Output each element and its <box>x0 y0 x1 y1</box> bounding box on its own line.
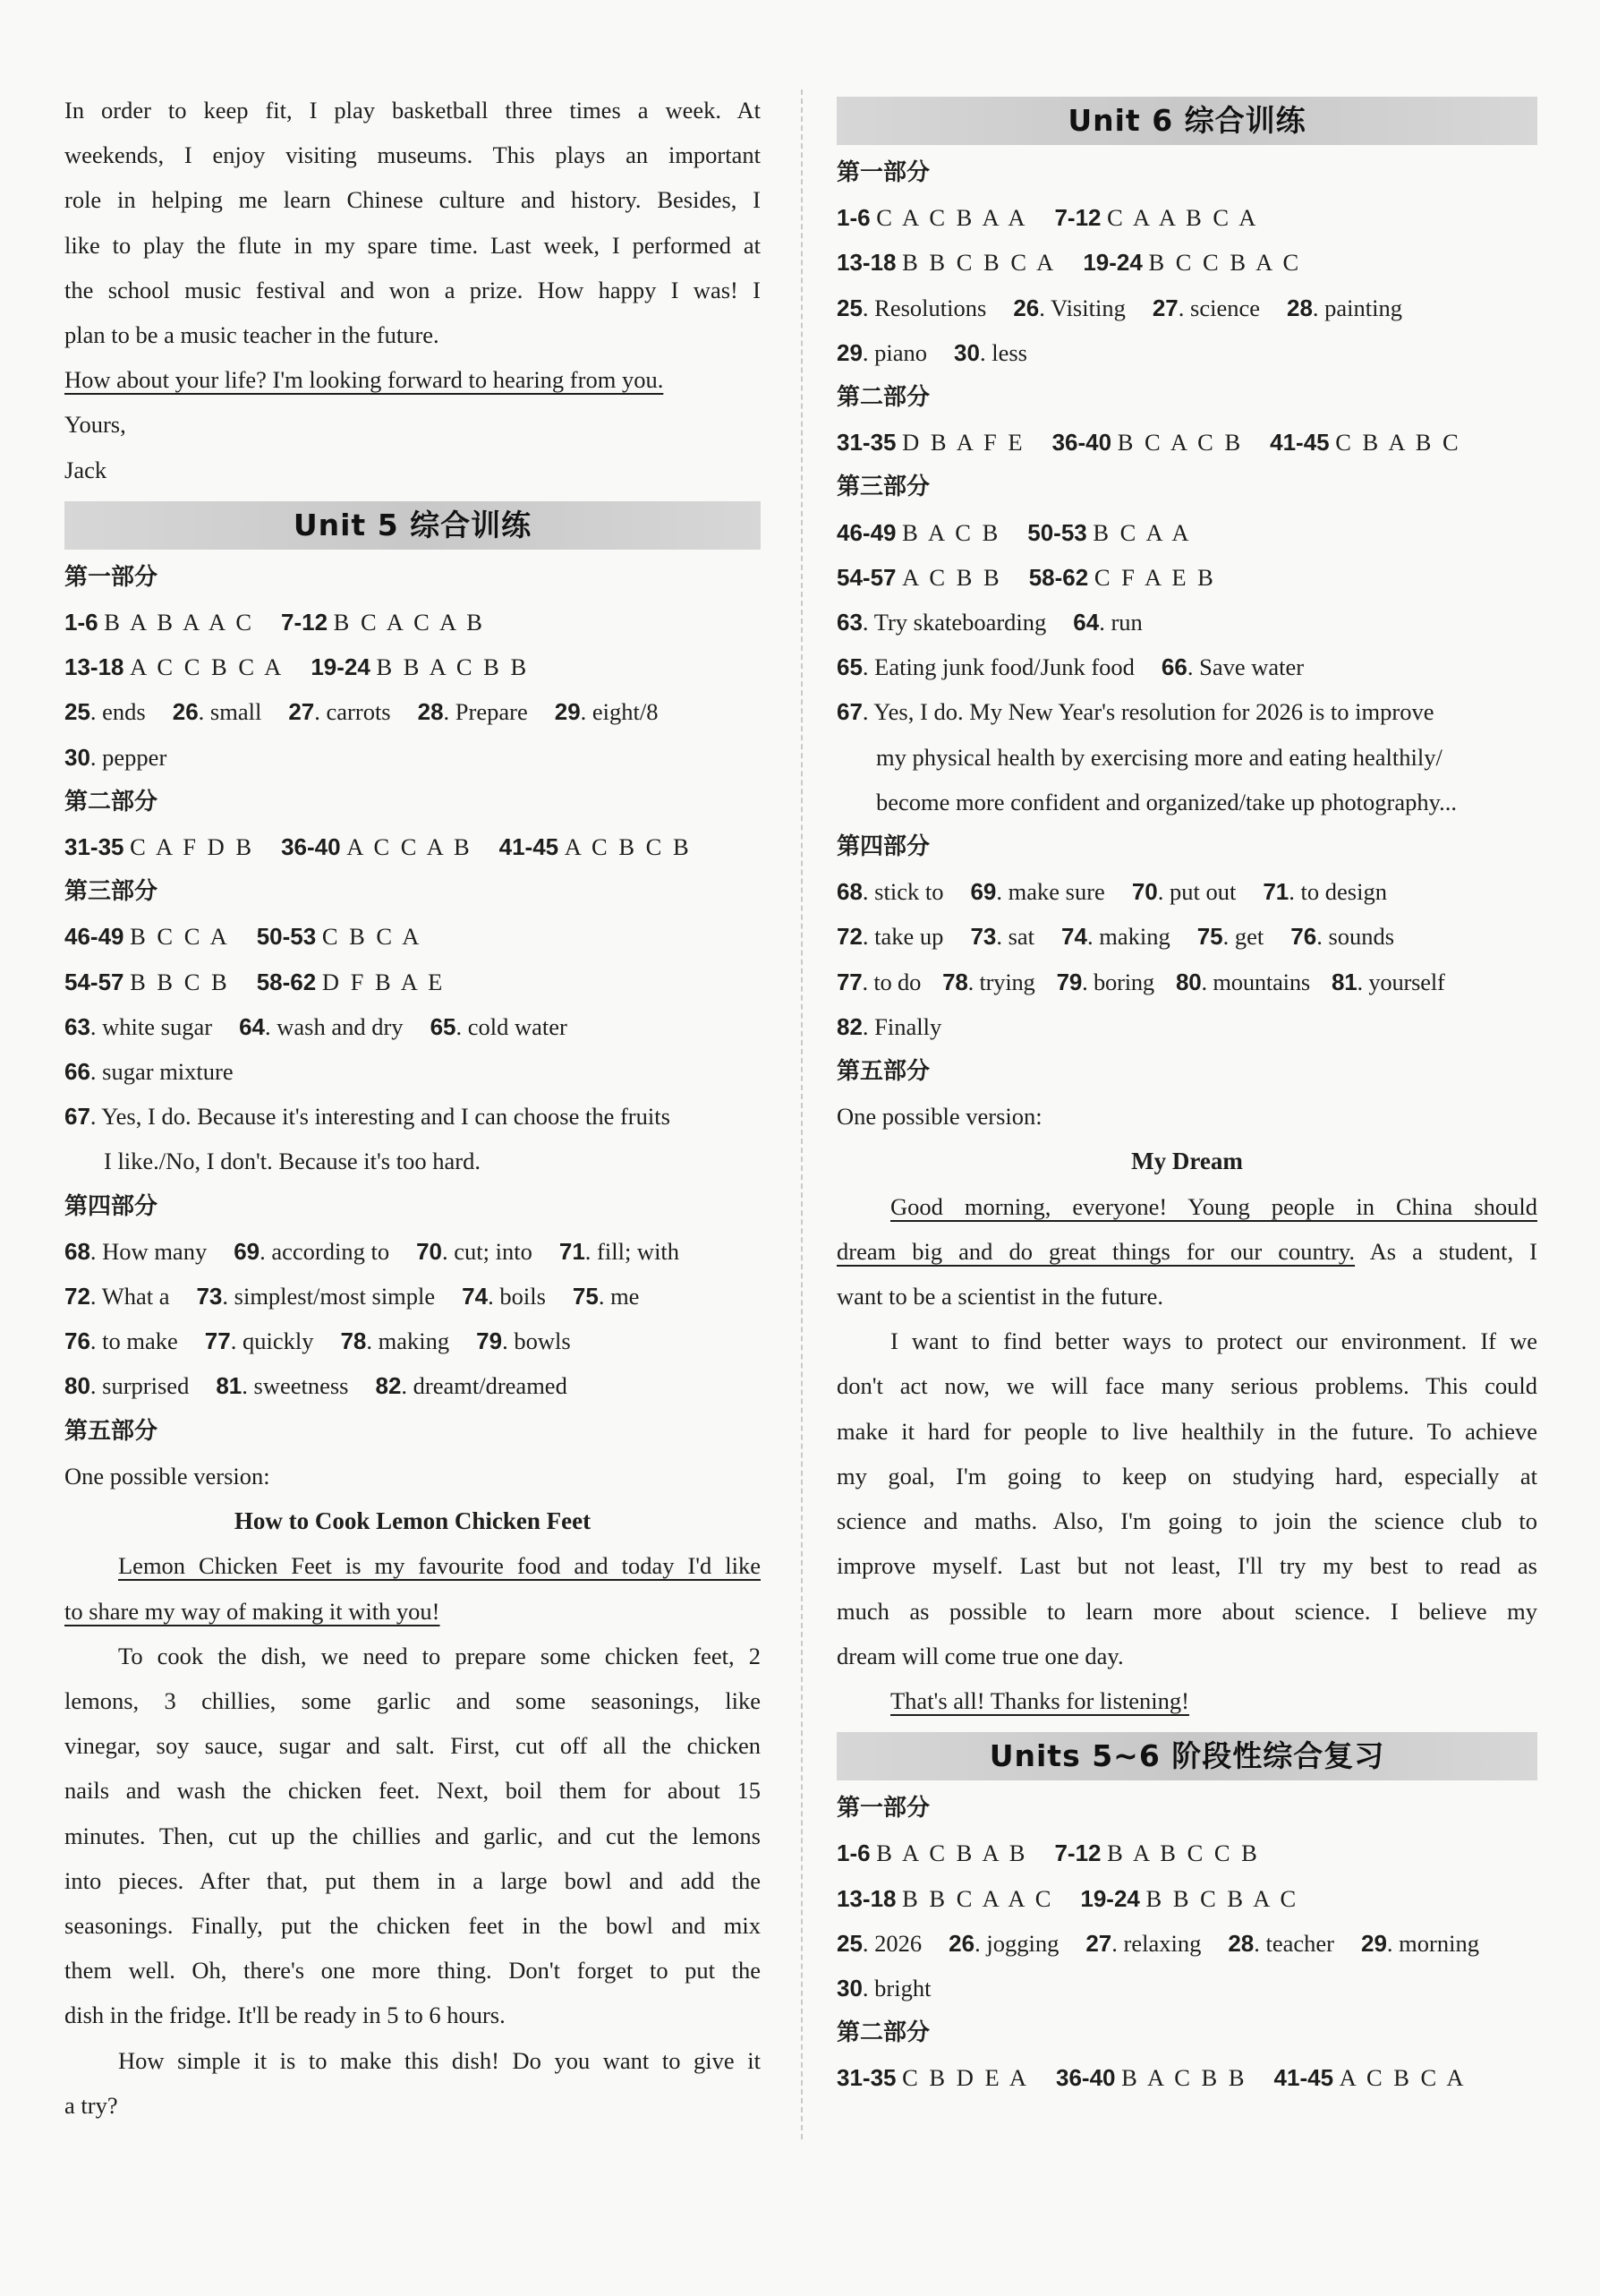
question-range: 31-35 <box>837 2064 897 2092</box>
answer-letters: A C B C A <box>1339 2064 1467 2092</box>
question-number: 28 <box>1287 294 1313 321</box>
question-number: 63 <box>64 1012 90 1040</box>
question-number: 28 <box>1228 1929 1255 1957</box>
essay-line: into pieces. After that, put them in a large bowl and add the <box>64 1866 761 1894</box>
answer-row <box>837 240 1537 285</box>
answer-letters: B C C B A C <box>1148 249 1302 277</box>
question-number: 26 <box>172 698 199 726</box>
answer-letters: C A F D B <box>130 833 255 861</box>
answer-letters: B B A C B B <box>376 653 530 681</box>
essay-opening: dream big and do great things for our country. <box>837 1237 1356 1265</box>
answer-row <box>837 286 1537 330</box>
essay-line: To cook the dish, we need to prepare some chicken feet, 2 <box>118 1642 761 1669</box>
question-number: 66 <box>64 1058 90 1086</box>
question-number: 27 <box>288 698 315 726</box>
question-number: 67 <box>64 1103 90 1131</box>
essay-line: don't act now, we will face many serious problems. This could <box>837 1372 1537 1400</box>
question-number: 72 <box>837 923 863 951</box>
letter-signature: Jack <box>64 456 107 483</box>
answer-text: . white sugar <box>89 1012 213 1040</box>
unit5-banner: Unit 5 综合训练 <box>64 501 761 550</box>
question-number: 30 <box>954 338 980 366</box>
answer-text: . cold water <box>455 1012 567 1040</box>
units5-6-review-banner: Units 5~6 阶段性综合复习 <box>837 1732 1537 1780</box>
answer-row <box>837 1831 1537 1875</box>
section-heading: 第五部分 <box>64 1417 158 1445</box>
question-number: 65 <box>430 1012 456 1040</box>
question-number: 69 <box>234 1237 260 1265</box>
answer-row <box>837 195 1537 240</box>
answer-text: . take up <box>862 923 944 951</box>
essay-line: dream will come true one day. <box>837 1642 1124 1669</box>
answer-text: . dreamt/dreamed <box>401 1372 567 1400</box>
question-number: 68 <box>64 1237 90 1265</box>
essay-ending: That's all! Thanks for listening! <box>890 1686 1189 1714</box>
question-number: 80 <box>1175 968 1202 995</box>
question-range: 41-45 <box>1270 429 1330 457</box>
answer-row <box>837 1966 1537 2010</box>
question-range: 36-40 <box>1051 429 1112 457</box>
section-heading: 第二部分 <box>64 788 158 815</box>
question-number: 79 <box>1056 968 1083 995</box>
question-number: 27 <box>1152 294 1179 321</box>
answer-letters: B A B C C B <box>1107 1839 1260 1867</box>
question-number: 29 <box>837 338 863 366</box>
essay-opening: to share my way of making it with you! <box>64 1597 440 1625</box>
answer-text: . to make <box>89 1327 178 1355</box>
answer-row <box>837 510 1537 555</box>
answer-text: . wash and dry <box>265 1012 404 1040</box>
answer-text: . Yes, I do. My New Year's resolution for 2026 is to improve <box>862 698 1434 726</box>
answer-text: . boils <box>488 1283 546 1310</box>
question-range: 1-6 <box>837 204 871 232</box>
answer-letters: B A C B B <box>1121 2064 1247 2092</box>
answer-text: . What a <box>89 1283 170 1310</box>
question-number: 64 <box>1073 609 1100 636</box>
answer-text: . simplest/most simple <box>222 1283 436 1310</box>
letter-line: like to play the flute in my spare time. Last week, I performed at <box>64 231 761 259</box>
answer-text: . make sure <box>996 878 1105 906</box>
question-number: 73 <box>970 923 997 951</box>
essay-line: nails and wash the chicken feet. Next, boil them for about 15 <box>64 1777 761 1805</box>
answer-letters: B B C A A C <box>902 1884 1054 1912</box>
question-range: 54-57 <box>837 563 897 591</box>
letter-yours: Yours, <box>64 411 126 439</box>
answer-letters: C B D E A <box>902 2064 1029 2092</box>
answer-text: . bowls <box>502 1327 571 1355</box>
answer-text: . get <box>1222 923 1264 951</box>
answer-row <box>64 1004 761 1049</box>
answer-letters: B B C B A C <box>1145 1884 1299 1912</box>
essay-title: How to Cook Lemon Chicken Feet <box>234 1507 591 1535</box>
essay-opening: Good morning, everyone! Young people in China should <box>890 1192 1537 1220</box>
answer-text: . trying <box>967 968 1035 995</box>
answer-row <box>837 420 1537 465</box>
answer-text: . Finally <box>862 1012 942 1040</box>
answer-continuation: I like./No, I don't. Because it's too hard. <box>104 1148 481 1175</box>
answer-text: . yourself <box>1357 968 1445 995</box>
answer-text: . sounds <box>1316 923 1395 951</box>
question-range: 13-18 <box>837 1884 897 1912</box>
answer-letters: C A A B C A <box>1107 204 1259 232</box>
question-range: 31-35 <box>64 833 124 861</box>
letter-line: weekends, I enjoy visiting museums. This plays an important <box>64 141 761 169</box>
answer-text: . mountains <box>1201 968 1310 995</box>
question-number: 80 <box>64 1372 90 1400</box>
answer-letters: A C C A B <box>346 833 472 861</box>
answer-text: . surprised <box>89 1372 190 1400</box>
answer-text: . cut; into <box>442 1237 532 1265</box>
essay-line: want to be a scientist in the future. <box>837 1283 1164 1310</box>
answer-text: . fill; with <box>584 1237 680 1265</box>
essay-line: minutes. Then, cut up the chillies and garlic, and cut the lemons <box>64 1822 761 1849</box>
answer-letters: A C B C B <box>564 833 692 861</box>
answer-row <box>64 735 761 780</box>
answer-text: . run <box>1099 609 1143 636</box>
question-range: 50-53 <box>256 923 317 951</box>
letter-closing: How about your life? I'm looking forward to hearing from you. <box>64 366 664 394</box>
question-number: 73 <box>196 1283 223 1310</box>
question-number: 65 <box>837 653 863 681</box>
essay-line: much as possible to learn more about science. I believe my <box>837 1597 1537 1625</box>
answer-letters: B C A A <box>1093 518 1192 546</box>
question-range: 7-12 <box>1054 1839 1102 1867</box>
answer-text: . Try skateboarding <box>862 609 1047 636</box>
answer-text: . carrots <box>314 698 391 726</box>
answer-row <box>64 1319 761 1363</box>
answer-letters: C B A B C <box>1335 429 1461 457</box>
answer-letters: B B C B C A <box>902 249 1057 277</box>
answer-text: . Prepare <box>443 698 528 726</box>
answer-row <box>837 689 1537 734</box>
question-range: 46-49 <box>837 518 897 546</box>
question-number: 27 <box>1085 1929 1112 1957</box>
answer-text: . boring <box>1082 968 1154 995</box>
question-range: 58-62 <box>1028 563 1089 591</box>
section-heading: 第一部分 <box>837 1795 931 1822</box>
question-number: 82 <box>375 1372 402 1400</box>
letter-line: role in helping me learn Chinese culture and history. Besides, I <box>64 186 761 214</box>
question-number: 76 <box>64 1327 90 1355</box>
answer-text: . according to <box>260 1237 390 1265</box>
question-number: 26 <box>1013 294 1040 321</box>
letter-line: plan to be a music teacher in the future. <box>64 321 439 349</box>
section-heading: 第三部分 <box>64 878 158 906</box>
right-column <box>837 88 1537 2101</box>
question-number: 30 <box>837 1974 863 2002</box>
question-number: 29 <box>554 698 581 726</box>
answer-text: . eight/8 <box>580 698 659 726</box>
question-number: 78 <box>340 1327 367 1355</box>
answer-text: . Yes, I do. Because it's interesting and I can choose the fruits <box>89 1103 670 1131</box>
section-heading: 第三部分 <box>837 474 931 501</box>
answer-row <box>64 1274 761 1319</box>
answer-text: . science <box>1178 294 1260 321</box>
question-range: 1-6 <box>64 609 98 636</box>
answer-row <box>64 914 761 959</box>
essay-line: my goal, I'm going to keep on studying hard, especially at <box>837 1462 1537 1489</box>
question-number: 66 <box>1161 653 1187 681</box>
answer-text: . pepper <box>89 743 167 771</box>
question-number: 72 <box>64 1283 90 1310</box>
question-range: 41-45 <box>1273 2064 1334 2092</box>
answer-text: . quickly <box>230 1327 314 1355</box>
answer-letters: B A C B A B <box>876 1839 1028 1867</box>
question-number: 63 <box>837 609 863 636</box>
answer-text: . Eating junk food/Junk food <box>862 653 1135 681</box>
answer-text: . bright <box>862 1974 932 2002</box>
question-number: 25 <box>837 294 863 321</box>
question-range: 13-18 <box>837 249 897 277</box>
answer-row <box>64 1094 761 1139</box>
question-number: 75 <box>572 1283 599 1310</box>
answer-text: . making <box>366 1327 450 1355</box>
question-range: 50-53 <box>1027 518 1087 546</box>
answer-text: . Visiting <box>1039 294 1126 321</box>
answer-text: . stick to <box>862 878 944 906</box>
answer-row <box>64 824 761 869</box>
left-column <box>64 88 761 2128</box>
question-number: 64 <box>239 1012 265 1040</box>
question-number: 77 <box>204 1327 231 1355</box>
essay-line: seasonings. Finally, put the chicken feet in the bowl and mix <box>64 1911 761 1939</box>
essay-ending: a try? <box>64 2091 118 2119</box>
essay-ending: How simple it is to make this dish! Do you want to give it <box>118 2046 761 2074</box>
essay-line: them well. Oh, there's one more thing. Don't forget to put the <box>64 1957 761 1984</box>
question-number: 26 <box>949 1929 975 1957</box>
question-number: 74 <box>462 1283 489 1310</box>
answer-text: . 2026 <box>862 1929 923 1957</box>
answer-text: . Save water <box>1187 653 1305 681</box>
question-range: 19-24 <box>311 653 370 681</box>
answer-text: . to do <box>862 968 922 995</box>
question-number: 71 <box>1263 878 1289 906</box>
answer-row <box>837 330 1537 375</box>
answer-row <box>64 600 761 644</box>
answer-letters: B C A C A B <box>333 609 485 636</box>
question-number: 76 <box>1290 923 1317 951</box>
question-number: 70 <box>416 1237 443 1265</box>
question-number: 70 <box>1131 878 1158 906</box>
answer-text: . painting <box>1312 294 1403 321</box>
answer-letters: B C A C B <box>1117 429 1244 457</box>
answer-letters: B A C B <box>902 518 1001 546</box>
unit6-banner: Unit 6 综合训练 <box>837 97 1537 145</box>
answer-row <box>837 1876 1537 1921</box>
question-range: 36-40 <box>281 833 341 861</box>
section-heading: 第五部分 <box>837 1058 931 1086</box>
answer-letters: B A B A A C <box>104 609 254 636</box>
answer-row <box>64 960 761 1004</box>
question-number: 30 <box>64 743 90 771</box>
answer-row <box>837 555 1537 600</box>
essay-line: science and maths. Also, I'm going to join the science club to <box>837 1507 1537 1535</box>
answer-letters: C A C B A A <box>876 204 1028 232</box>
question-range: 46-49 <box>64 923 124 951</box>
answer-letters: A C B B <box>902 563 1002 591</box>
question-number: 78 <box>942 968 968 995</box>
essay-line: lemons, 3 chillies, some garlic and some seasonings, like <box>64 1686 761 1714</box>
question-range: 19-24 <box>1080 1884 1140 1912</box>
question-range: 7-12 <box>281 609 328 636</box>
section-heading: 第二部分 <box>837 384 931 412</box>
answer-row <box>64 689 761 734</box>
answer-text: . ends <box>89 698 146 726</box>
section-heading: 第四部分 <box>64 1192 158 1220</box>
answer-text: . to design <box>1289 878 1387 906</box>
letter-line: the school music festival and won a prize. How happy I was! I <box>64 276 761 303</box>
question-number: 82 <box>837 1012 863 1040</box>
version-label: One possible version: <box>837 1103 1043 1131</box>
answer-text: . sweetness <box>242 1372 349 1400</box>
answer-text: . jogging <box>974 1929 1060 1957</box>
answer-letters: B C C A <box>130 923 230 951</box>
question-number: 77 <box>837 968 863 995</box>
answer-text: . me <box>598 1283 640 1310</box>
question-number: 81 <box>1331 968 1357 995</box>
answer-text: . piano <box>862 338 928 366</box>
answer-letters: B B C B <box>130 968 230 995</box>
question-number: 25 <box>837 1929 863 1957</box>
question-range: 31-35 <box>837 429 897 457</box>
answer-row <box>837 600 1537 644</box>
question-range: 13-18 <box>64 653 124 681</box>
answer-row <box>64 1049 761 1094</box>
essay-opening-rest: As a student, I <box>1355 1237 1538 1265</box>
answer-row <box>837 869 1537 914</box>
answer-row <box>837 914 1537 959</box>
question-range: 41-45 <box>498 833 559 861</box>
section-heading: 第一部分 <box>837 159 931 186</box>
question-number: 28 <box>417 698 444 726</box>
letter-line: In order to keep fit, I play basketball three times a week. At <box>64 97 761 124</box>
answer-text: . teacher <box>1254 1929 1334 1957</box>
column-divider <box>801 90 803 2139</box>
answer-text: . sat <box>996 923 1035 951</box>
answer-text: . How many <box>89 1237 208 1265</box>
answer-letters: D F B A E <box>321 968 446 995</box>
section-heading: 第四部分 <box>837 833 931 861</box>
answer-row <box>837 1004 1537 1049</box>
answer-row <box>837 960 1537 1004</box>
question-number: 67 <box>837 698 863 726</box>
question-number: 79 <box>476 1327 503 1355</box>
answer-row <box>837 1921 1537 1966</box>
answer-row <box>837 644 1537 689</box>
answer-text: . Resolutions <box>862 294 987 321</box>
question-number: 68 <box>837 878 863 906</box>
essay-opening: Lemon Chicken Feet is my favourite food and today I'd like <box>118 1552 761 1580</box>
question-number: 29 <box>1361 1929 1387 1957</box>
question-number: 69 <box>970 878 997 906</box>
essay-line: make it hard for people to live healthily in the future. To achieve <box>837 1417 1537 1445</box>
question-range: 36-40 <box>1055 2064 1116 2092</box>
answer-text: . sugar mixture <box>89 1058 234 1086</box>
question-range: 58-62 <box>256 968 317 995</box>
question-number: 71 <box>558 1237 585 1265</box>
question-number: 81 <box>216 1372 243 1400</box>
question-range: 54-57 <box>64 968 124 995</box>
answer-continuation: my physical health by exercising more and eating healthily/ <box>876 743 1443 771</box>
answer-text: . put out <box>1157 878 1237 906</box>
answer-row <box>64 644 761 689</box>
question-range: 19-24 <box>1083 249 1143 277</box>
answer-continuation: become more confident and organized/take up photography... <box>876 788 1458 815</box>
essay-line: I want to find better ways to protect our environment. If we <box>890 1327 1537 1355</box>
question-number: 75 <box>1196 923 1223 951</box>
version-label: One possible version: <box>64 1462 270 1489</box>
answer-letters: C B C A <box>321 923 422 951</box>
question-range: 1-6 <box>837 1839 871 1867</box>
answer-text: . relaxing <box>1111 1929 1202 1957</box>
answer-letters: D B A F E <box>902 429 1026 457</box>
answer-row <box>837 2055 1537 2100</box>
section-heading: 第二部分 <box>837 2019 931 2047</box>
question-number: 74 <box>1061 923 1087 951</box>
answer-text: . less <box>979 338 1027 366</box>
answer-letters: A C C B C A <box>130 653 285 681</box>
question-number: 25 <box>64 698 90 726</box>
essay-title: My Dream <box>1131 1148 1243 1175</box>
answer-text: . making <box>1086 923 1170 951</box>
answer-row <box>64 1229 761 1274</box>
answer-row <box>64 1363 761 1408</box>
answer-text: . morning <box>1386 1929 1479 1957</box>
essay-line: improve myself. Last but not least, I'll try my best to read as <box>837 1552 1537 1580</box>
section-heading: 第一部分 <box>64 563 158 591</box>
answer-letters: C F A E B <box>1094 563 1216 591</box>
answer-text: . small <box>198 698 262 726</box>
essay-line: dish in the fridge. It'll be ready in 5 to 6 hours. <box>64 2002 506 2029</box>
question-range: 7-12 <box>1054 204 1102 232</box>
essay-line: vinegar, soy sauce, sugar and salt. First, cut off all the chicken <box>64 1732 761 1760</box>
